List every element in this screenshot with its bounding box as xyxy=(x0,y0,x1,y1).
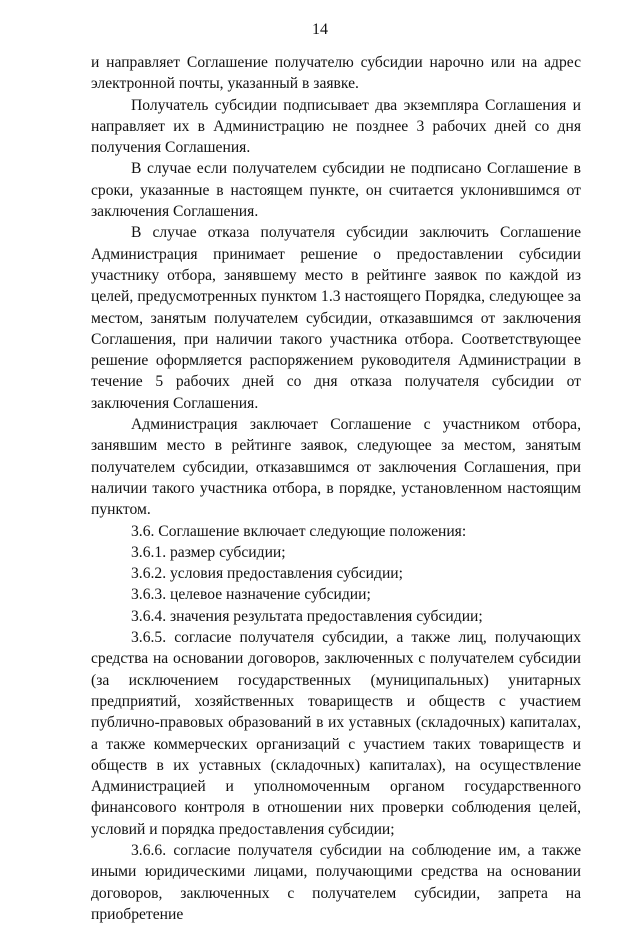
paragraph: Администрация заключает Соглашение с участником отбора, занявшим место в рейтинге заявок, следующее за местом, занятым получателем субсидии, отказавшимся от заключения Соглашения, при наличии такого участника отбора, в порядке, установленном настоящим пунктом. xyxy=(91,416,581,519)
paragraph: 3.6. Соглашение включает следующие положения: xyxy=(131,522,467,540)
paragraph: 3.6.3. целевое назначение субсидии; xyxy=(131,586,371,604)
paragraph: 3.6.1. размер субсидии; xyxy=(131,543,286,561)
page-number: 14 xyxy=(312,21,328,38)
paragraph: 3.6.6. согласие получателя субсидии на соблюдение им, а также иными юридическими лицами, получающими средства на основании договоров, заключенных с получателем субсидии, запрета на приобретение xyxy=(91,841,581,923)
document-body xyxy=(91,52,581,925)
paragraph: 3.6.2. условия предоставления субсидии; xyxy=(131,565,403,583)
paragraph: Получатель субсидии подписывает два экземпляра Соглашения и направляет их в Администрацию не позднее 3 рабочих дней со дня получения Соглашения. xyxy=(91,96,581,157)
paragraph: 3.6.4. значения результата предоставления субсидии; xyxy=(131,607,483,625)
paragraph: В случае если получателем субсидии не подписано Соглашение в сроки, указанные в настоящем пункте, он считается уклонившимся от заключения Соглашения. xyxy=(91,160,581,221)
paragraph: 3.6.5. согласие получателя субсидии, а также лиц, получающих средства на основании договоров, заключенных с получателем субсидии (за исключением государственных (муниципальных) унитарных предприятий, хозяйственных товариществ и обществ с участием публично-правовых образований в их уставных (складочных) капиталах, а также коммерческих организаций с участием таких товариществ и обществ в их уставных (складочных) капиталах), на осуществление Администрацией и уполномоченным органом государственного финансового контроля в отношении них проверки соблюдения целей, условий и порядка предоставления субсидии; xyxy=(91,629,581,838)
paragraph: и направляет Соглашение получателю субсидии нарочно или на адрес электронной почты, указанный в заявке. xyxy=(91,54,581,93)
paragraph: В случае отказа получателя субсидии заключить Соглашение Администрация принимает решение о предоставлении субсидии участнику отбора, занявшему место в рейтинге заявок по каждой из целей, предусмотренных пунктом 1.3 настоящего Порядка, следующее за местом, занятым получателем субсидии, отказавшимся от заключения Соглашения, при наличии такого участника отбора. Соответствующее решение оформляется распоряжением руководителя Администрации в течение 5 рабочих дней со дня отказа получателя субсидии от заключения Соглашения. xyxy=(91,224,581,412)
